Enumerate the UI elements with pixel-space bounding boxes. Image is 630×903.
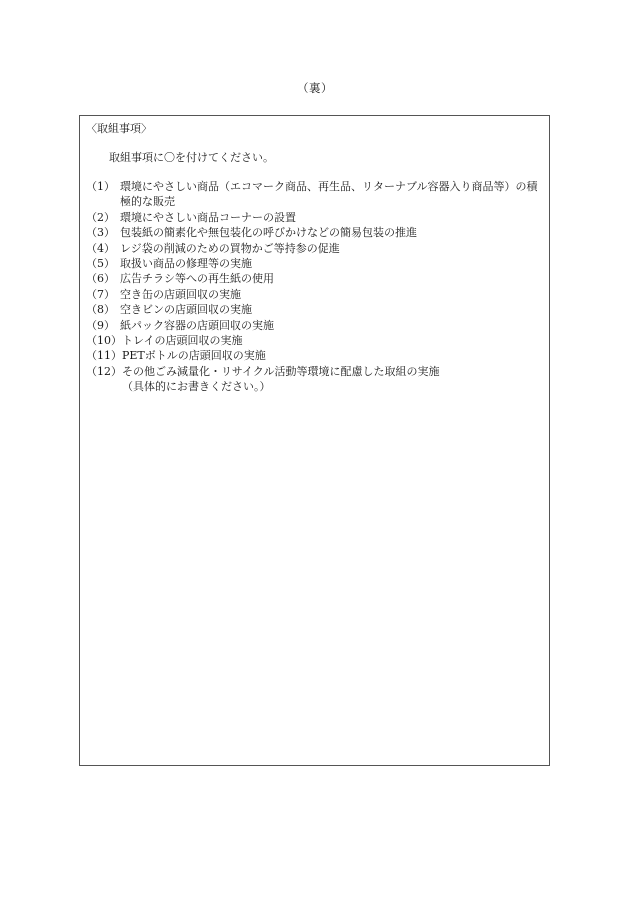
item-number: （4）	[86, 241, 115, 255]
initiative-list	[86, 179, 548, 395]
list-item[interactable]	[86, 210, 548, 225]
item-number: （1）	[86, 180, 115, 193]
list-item[interactable]	[86, 179, 548, 210]
item-text: 紙パック容器の店頭回収の実施	[120, 318, 274, 332]
item-text: PETボトルの店頭回収の実施	[122, 349, 266, 363]
list-item[interactable]	[86, 225, 548, 240]
initiatives-box	[79, 115, 550, 766]
item-number: （3）	[86, 226, 115, 240]
item-number: （9）	[86, 318, 115, 332]
list-item[interactable]	[86, 287, 548, 302]
item-text: トレイの店頭回収の実施	[122, 334, 243, 348]
item-number: （8）	[86, 303, 115, 317]
item-text: 空き缶の店頭回収の実施	[120, 287, 241, 301]
item-text: 環境にやさしい商品コーナーの設置	[120, 210, 296, 224]
page-label: （裏）	[297, 81, 333, 95]
list-item[interactable]	[86, 333, 548, 348]
item-text: 空きビンの店頭回収の実施	[120, 303, 252, 317]
item-number: （7）	[86, 287, 115, 301]
item-number: （11）	[86, 349, 122, 363]
item-number: （2）	[86, 210, 115, 224]
list-item[interactable]	[86, 318, 548, 333]
item-text: 包装紙の簡素化や無包装化の呼びかけなどの簡易包装の推進	[120, 226, 417, 240]
section-heading: 〈取組事項〉	[86, 122, 152, 135]
list-item[interactable]	[86, 271, 548, 286]
item-number: （6）	[86, 272, 115, 286]
item-text: レジ袋の削減のための買物かご等持参の促進	[120, 241, 340, 255]
list-item[interactable]	[86, 364, 548, 395]
item-text: その他ごみ減量化・リサイクル活動等環境に配慮した取組の実施 （具体的にお書きください。）	[122, 364, 440, 394]
list-item[interactable]	[86, 256, 548, 271]
item-number: （12）	[86, 364, 122, 378]
instruction-text: 取組事項に〇を付けてください。	[109, 151, 274, 164]
list-item[interactable]	[86, 302, 548, 317]
item-number: （10）	[86, 334, 122, 348]
item-text: 環境にやさしい商品（エコマーク商品、再生品、リターナブル容器入り商品等）の積 極的な販売	[120, 180, 538, 209]
item-number: （5）	[86, 257, 115, 271]
list-item[interactable]	[86, 241, 548, 256]
item-text: 取扱い商品の修理等の実施	[120, 257, 252, 271]
item-text: 広告チラシ等への再生紙の使用	[120, 272, 274, 286]
list-item[interactable]	[86, 348, 548, 363]
